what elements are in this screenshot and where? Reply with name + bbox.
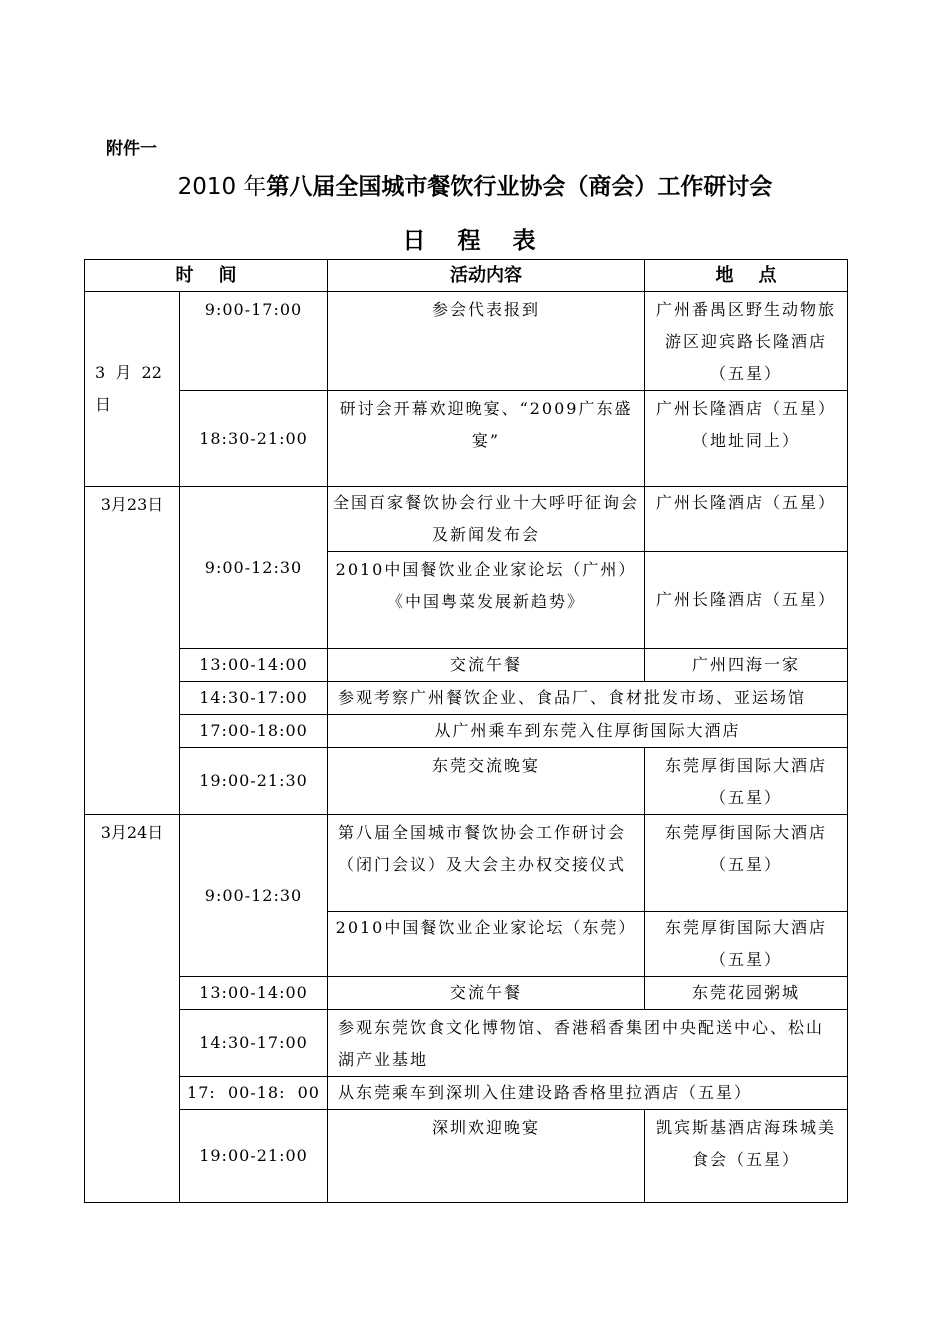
date-cell-day2: 3月23日	[85, 487, 180, 815]
location-cell: 广州四海一家	[645, 649, 848, 682]
header-time: 时 间	[85, 260, 328, 292]
date-cell-day1	[85, 292, 180, 487]
location-line: （地址同上）	[692, 431, 801, 450]
table-row	[85, 682, 848, 715]
attachment-label: 附件一	[106, 139, 157, 159]
time-cell: 18:30-21:00	[180, 391, 328, 487]
location-cell: 广州长隆酒店（五星）	[645, 487, 848, 552]
location-cell: 东莞厚街国际大酒店（五星）	[645, 912, 848, 977]
table-row	[85, 715, 848, 748]
time-cell: 9:00-17:00	[180, 292, 328, 391]
document-title	[0, 168, 950, 201]
table-row	[85, 748, 848, 815]
header-location: 地 点	[645, 260, 848, 292]
location-cell: 凯宾斯基酒店海珠城美食会（五星）	[645, 1110, 848, 1203]
time-cell: 13:00-14:00	[180, 649, 328, 682]
time-cell: 14:30-17:00	[180, 1010, 328, 1077]
time-cell: 17: 00-18: 00	[180, 1077, 328, 1110]
location-cell	[645, 391, 848, 487]
table-row	[85, 292, 848, 391]
activity-cell: 深圳欢迎晚宴	[328, 1110, 645, 1203]
activity-cell: 2010中国餐饮业企业家论坛（东莞）	[328, 912, 645, 977]
table-row	[85, 1110, 848, 1203]
table-row	[85, 977, 848, 1010]
header-activity: 活动内容	[328, 260, 645, 292]
activity-cell: 全国百家餐饮协会行业十大呼吁征询会及新闻发布会	[328, 487, 645, 552]
location-cell: 东莞厚街国际大酒店（五星）	[645, 815, 848, 912]
time-cell: 9:00-12:30	[180, 815, 328, 977]
activity-line: 2010中国餐饮业企业家论坛（广州）	[335, 560, 637, 579]
time-cell: 9:00-12:30	[180, 487, 328, 649]
table-row	[85, 391, 848, 487]
time-cell: 19:00-21:30	[180, 748, 328, 815]
activity-cell: 从广州乘车到东莞入住厚街国际大酒店	[328, 715, 848, 748]
table-row	[85, 1010, 848, 1077]
activity-cell: 第八届全国城市餐饮协会工作研讨会（闭门会议）及大会主办权交接仪式	[328, 815, 645, 912]
activity-cell: 参会代表报到	[328, 292, 645, 391]
activity-cell: 交流午餐	[328, 649, 645, 682]
time-cell: 14:30-17:00	[180, 682, 328, 715]
activity-cell	[328, 552, 645, 649]
location-cell: 广州番禺区野生动物旅游区迎宾路长隆酒店（五星）	[645, 292, 848, 391]
table-row	[85, 1077, 848, 1110]
activity-cell: 参观东莞饮食文化博物馆、香港稻香集团中央配送中心、松山湖产业基地	[328, 1010, 848, 1077]
location-line: 广州长隆酒店（五星）	[656, 399, 837, 418]
location-cell: 东莞花园粥城	[645, 977, 848, 1010]
activity-cell: 参观考察广州餐饮企业、食品厂、食材批发市场、亚运场馆	[328, 682, 848, 715]
time-cell: 13:00-14:00	[180, 977, 328, 1010]
location-cell: 广州长隆酒店（五星）	[645, 552, 848, 649]
activity-cell: 研讨会开幕欢迎晚宴、“2009广东盛宴”	[328, 391, 645, 487]
date-cell-day3: 3月24日	[85, 815, 180, 1203]
table-row	[85, 815, 848, 912]
date-day1-line2: 日	[95, 395, 112, 414]
title-year: 2010 年	[177, 174, 267, 200]
date-day1-line1: 3 月 22	[95, 363, 162, 382]
title-main: 第八届全国城市餐饮行业协会（商会）工作研讨会	[266, 174, 773, 200]
location-cell: 东莞厚街国际大酒店（五星）	[645, 748, 848, 815]
activity-line: 《中国粤菜发展新趋势》	[387, 592, 586, 611]
time-cell: 17:00-18:00	[180, 715, 328, 748]
table-row	[85, 487, 848, 552]
activity-cell: 东莞交流晚宴	[328, 748, 645, 815]
table-row	[85, 649, 848, 682]
table-header-row	[85, 260, 848, 292]
activity-cell: 从东莞乘车到深圳入住建设路香格里拉酒店（五星）	[328, 1077, 848, 1110]
schedule-table	[84, 259, 848, 1203]
time-cell: 19:00-21:00	[180, 1110, 328, 1203]
activity-cell: 交流午餐	[328, 977, 645, 1010]
document-subtitle: 日 程 表	[402, 228, 548, 254]
